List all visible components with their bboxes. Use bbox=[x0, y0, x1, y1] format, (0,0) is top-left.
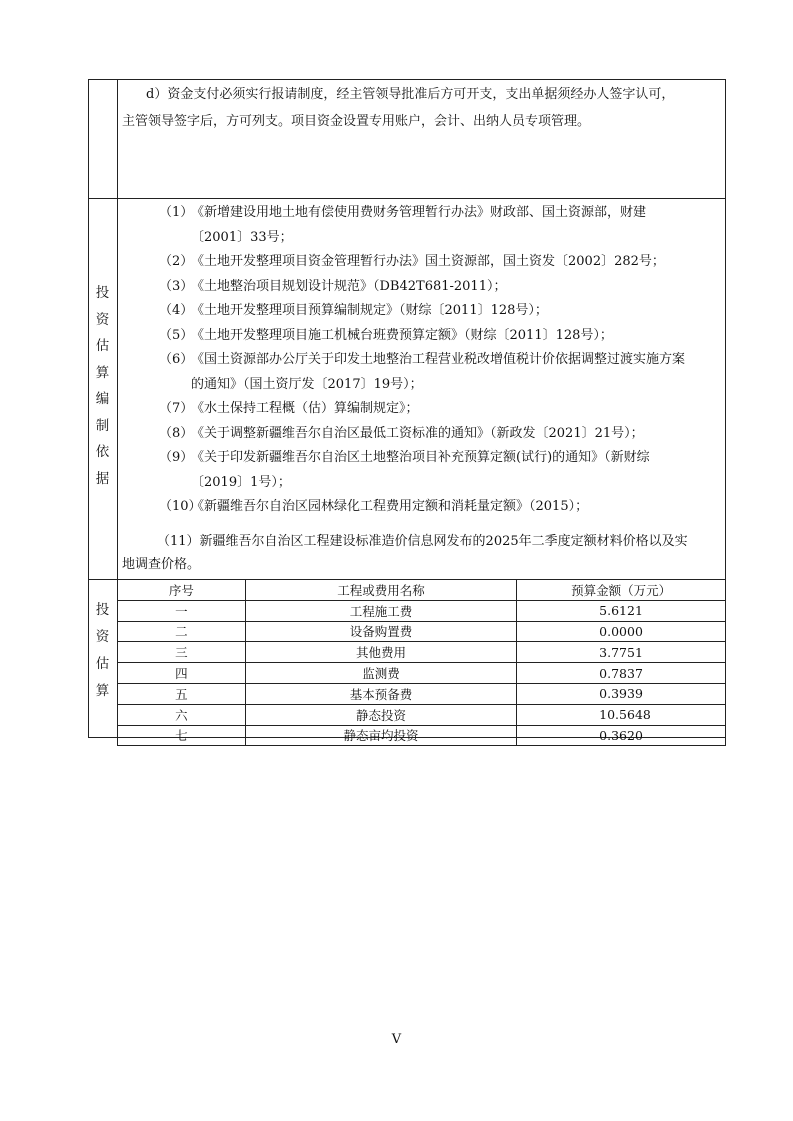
basis-label-char: 算 bbox=[95, 364, 110, 381]
basis-reference-list bbox=[125, 201, 725, 520]
table-row bbox=[118, 704, 726, 725]
reference-text-line: 《土地整治项目规划设计规范》（DB42T681-2011）； bbox=[191, 278, 507, 294]
basis-label-char: 编 bbox=[95, 391, 110, 407]
basis-reference-item bbox=[125, 348, 725, 397]
table-row bbox=[118, 683, 726, 704]
cell-no: 六 bbox=[118, 704, 246, 725]
cell-amount: 0.3939 bbox=[517, 683, 726, 704]
basis-label-char: 投 bbox=[95, 285, 110, 301]
cell-amount: 3.7751 bbox=[517, 642, 726, 663]
cell-name: 静态亩均投资 bbox=[245, 725, 516, 746]
reference-text-line: 〔2001〕33号； bbox=[191, 229, 293, 245]
cell-no: 一 bbox=[118, 600, 246, 621]
reference-text-line: 《新增建设用地土地有偿使用费财务管理暂行办法》财政部、国土资源部，财建 bbox=[191, 205, 647, 220]
cell-name: 静态投资 bbox=[245, 704, 516, 725]
reference-number: （2） bbox=[159, 254, 194, 269]
basis-label-char: 估 bbox=[95, 338, 110, 354]
reference-text-line: 〔2019〕1号）； bbox=[191, 474, 291, 490]
basis-label-char: 据 bbox=[95, 470, 110, 487]
reference-text-line: 《关于印发新疆维吾尔自治区土地整治项目补充预算定额(试行)的通知》（新财综 bbox=[191, 450, 650, 465]
payment-rule-line-1: d）资金支付必须实行报请制度，经主管领导批准后方可开支，支出单据须经办人签字认可， bbox=[146, 87, 675, 102]
cell-no: 二 bbox=[118, 621, 246, 642]
cell-name: 其他费用 bbox=[245, 642, 516, 663]
basis-reference-item bbox=[125, 275, 725, 300]
cell-name: 设备购置费 bbox=[245, 621, 516, 642]
cell-name: 工程施工费 bbox=[245, 600, 516, 621]
reference-number: （9） bbox=[159, 450, 194, 465]
estimate-label-char: 算 bbox=[95, 683, 110, 699]
basis-reference-item bbox=[125, 201, 725, 250]
cell-no: 五 bbox=[118, 683, 246, 704]
reference-number: （10） bbox=[159, 499, 202, 514]
table-row bbox=[118, 725, 726, 746]
reference-text-line: 的通知》（国土资厅发〔2017〕19号）； bbox=[191, 376, 423, 392]
header-no: 序号 bbox=[118, 580, 246, 601]
budget-table bbox=[117, 579, 726, 746]
reference-number: （4） bbox=[159, 303, 194, 318]
reference-number: （6） bbox=[159, 352, 194, 367]
estimate-label-char: 投 bbox=[95, 602, 110, 618]
cell-no: 四 bbox=[118, 663, 246, 684]
cell-amount: 0.7837 bbox=[517, 663, 726, 684]
table-header-row bbox=[118, 580, 726, 601]
basis-reference-item bbox=[125, 422, 725, 447]
reference-number: （5） bbox=[159, 327, 194, 343]
basis-reference-item bbox=[125, 299, 725, 324]
basis-section-label bbox=[88, 280, 117, 492]
section-divider bbox=[88, 198, 726, 199]
basis-label-char: 资 bbox=[95, 311, 110, 328]
reference-text-line: 《土地开发整理项目资金管理暂行办法》国土资源部，国土资发〔2002〕282号； bbox=[191, 254, 665, 269]
table-row bbox=[118, 621, 726, 642]
cell-amount: 10.5648 bbox=[517, 704, 726, 725]
cell-amount: 0.3620 bbox=[517, 725, 726, 746]
table-row bbox=[118, 600, 726, 621]
cell-no: 七 bbox=[118, 725, 246, 746]
header-name: 工程或费用名称 bbox=[245, 580, 516, 601]
reference-text-line: 《土地开发整理项目预算编制规定》（财综〔2011〕128号）； bbox=[191, 303, 548, 318]
estimate-section-label bbox=[88, 597, 117, 705]
cell-name: 基本预备费 bbox=[245, 683, 516, 704]
table-row bbox=[118, 642, 726, 663]
reference-text-line: 《国土资源部办公厅关于印发土地整治工程营业税改增值税计价依据调整过渡实施方案 bbox=[191, 352, 686, 367]
basis-reference-item bbox=[125, 250, 725, 275]
reference-number: （3） bbox=[159, 278, 194, 294]
cell-name: 监测费 bbox=[245, 663, 516, 684]
basis-item-11-line-2: 地调查价格。 bbox=[122, 557, 201, 572]
cell-amount: 0.0000 bbox=[517, 621, 726, 642]
page-number: V bbox=[391, 1032, 402, 1047]
header-amount: 预算金额（万元） bbox=[517, 580, 726, 601]
basis-label-char: 制 bbox=[95, 417, 110, 434]
reference-text-line: 《新疆维吾尔自治区园林绿化工程费用定额和消耗量定额》（2015）； bbox=[191, 499, 589, 514]
reference-number: （7） bbox=[159, 401, 194, 416]
basis-reference-item bbox=[125, 397, 725, 422]
estimate-label-char: 资 bbox=[95, 629, 110, 645]
reference-text-line: 《土地开发整理项目施工机械台班费预算定额》（财综〔2011〕128号）； bbox=[191, 327, 613, 343]
basis-label-char: 依 bbox=[95, 444, 110, 460]
reference-number: （1） bbox=[159, 205, 194, 220]
basis-item-11-line-1: （11）新疆维吾尔自治区工程建设标准造价信息网发布的2025年二季度定额材料价格以及实 bbox=[157, 534, 688, 549]
basis-reference-item bbox=[125, 324, 725, 349]
basis-reference-item bbox=[125, 446, 725, 495]
payment-rule-line-2: 主管领导签字后，方可列支。项目资金设置专用账户，会计、出纳人员专项管理。 bbox=[122, 114, 591, 129]
reference-number: （8） bbox=[159, 425, 194, 441]
estimate-label-char: 估 bbox=[95, 656, 110, 672]
reference-text-line: 《关于调整新疆维吾尔自治区最低工资标准的通知》（新政发〔2021〕21号）； bbox=[191, 425, 644, 441]
table-row bbox=[118, 663, 726, 684]
reference-text-line: 《水土保持工程概（估）算编制规定》； bbox=[191, 401, 419, 416]
basis-reference-item bbox=[125, 495, 725, 520]
cell-no: 三 bbox=[118, 642, 246, 663]
cell-amount: 5.6121 bbox=[517, 600, 726, 621]
